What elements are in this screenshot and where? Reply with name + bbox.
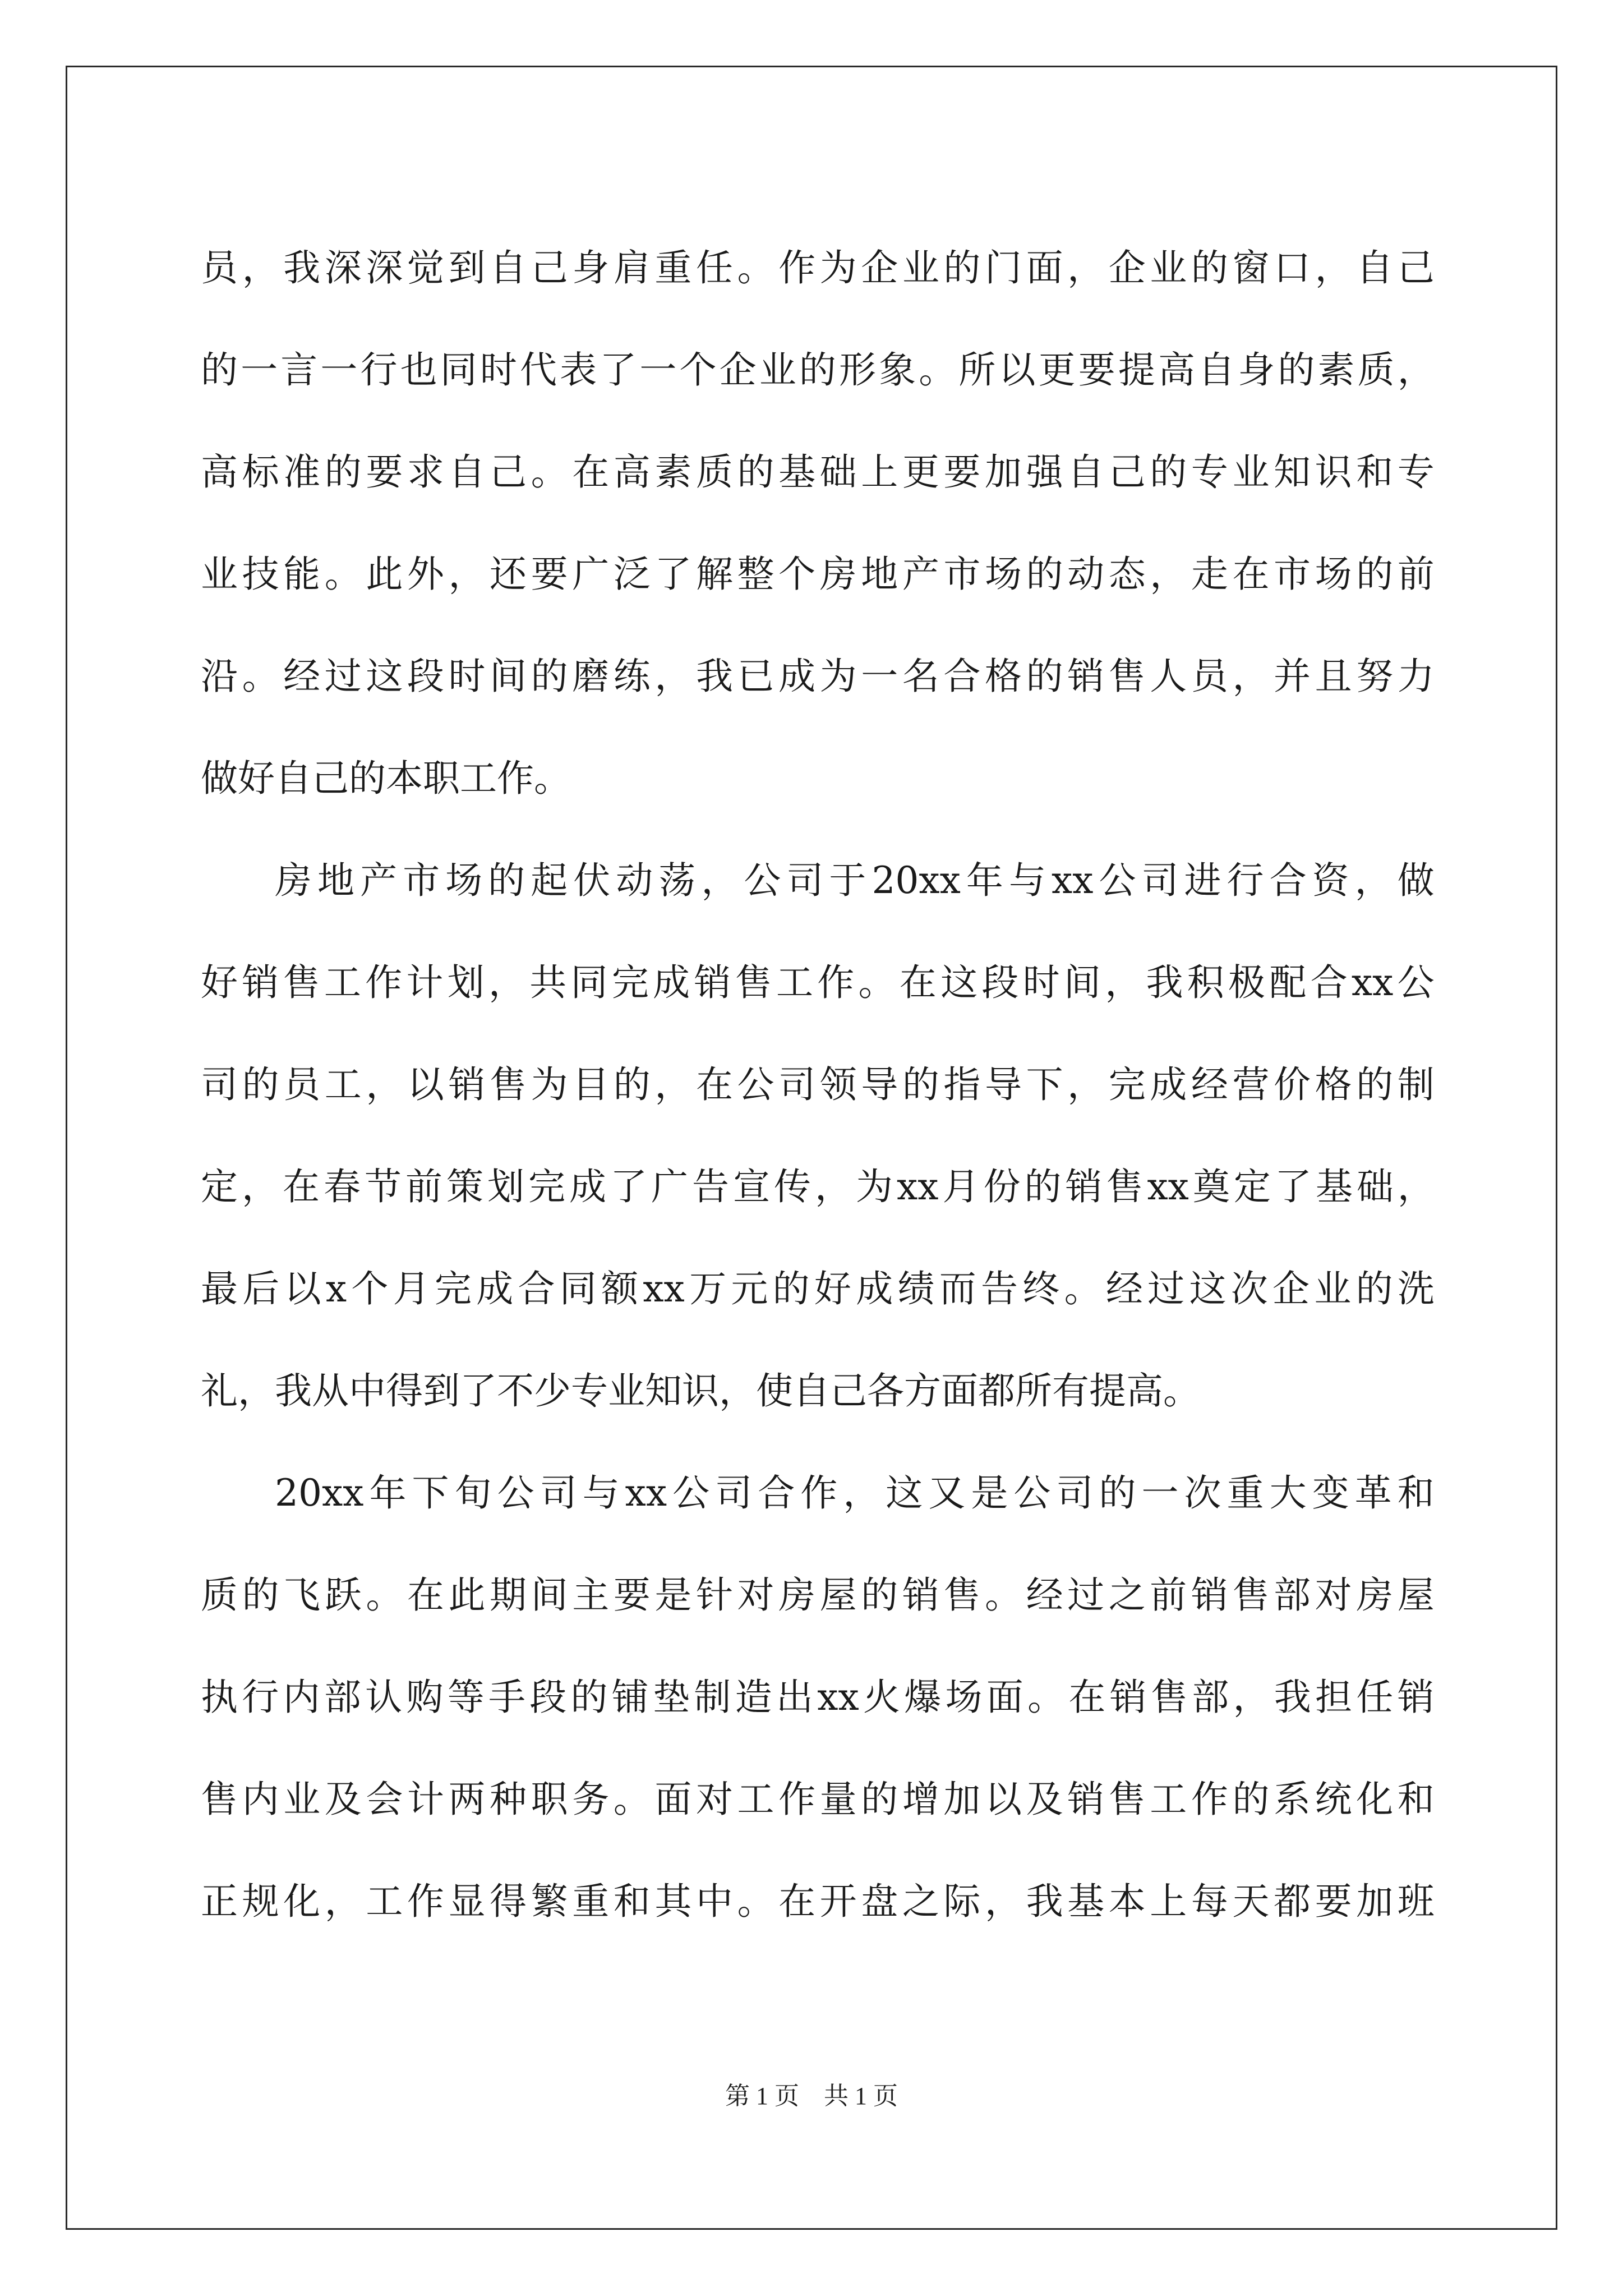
text-line: 执 行 内 部 认 购 等 手 段 的 铺 垫 制 造 出 xx 火 爆 场 面 。 在 销 售 部 ， 我 担 任 销 [201,1676,1435,1719]
text-line: 沿 。 经 过 这 段 时 间 的 磨 练 ， 我 已 成 为 一 名 合 格 的 销 售 人 员 ， 并 且 努 力 [201,655,1435,698]
page-number-footer [0,2076,1623,2111]
document-body [201,217,1435,1953]
text-line: 业 技 能 。 此 外 ， 还 要 广 泛 了 解 整 个 房 地 产 市 场 的 动 态 ， 走 在 市 场 的 前 [201,553,1435,596]
text-line: 质 的 飞 跃 。 在 此 期 间 主 要 是 针 对 房 屋 的 销 售 。 经 过 之 前 销 售 部 对 房 屋 [201,1573,1435,1617]
page-number-text: 第 1 页 共 1 页 [725,2082,898,2110]
text-line: 做好自己的本职工作。 [201,757,571,800]
text-line: 礼，我从中得到了不少专业知识，使自己各方面都所有提高。 [201,1369,1200,1412]
text-line: 最 后 以 x 个 月 完 成 合 同 额 xx 万 元 的 好 成 绩 而 告 终 。 经 过 这 次 企 业 的 洗 [201,1267,1435,1310]
text-line: 定 ， 在 春 节 前 策 划 完 成 了 广 告 宣 传 ， 为 xx 月 份 的 销 售 xx 奠 定 了 基 础 ， [201,1165,1435,1208]
text-line: 正 规 化 ， 工 作 显 得 繁 重 和 其 中 。 在 开 盘 之 际 ， 我 基 本 上 每 天 都 要 加 班 [201,1880,1435,1923]
text-line: 售 内 业 及 会 计 两 种 职 务 。 面 对 工 作 量 的 增 加 以 及 销 售 工 作 的 系 统 化 和 [201,1778,1435,1821]
text-line: 员 ， 我 深 深 觉 到 自 己 身 肩 重 任 。 作 为 企 业 的 门 面 ， 企 业 的 窗 口 ， 自 己 [201,246,1435,289]
paragraph-first-line: 20xx 年 下 旬 公 司 与 xx 公 司 合 作 ， 这 又 是 公 司 的 一 次 重 大 变 革 和 [275,1471,1435,1515]
text-line: 司 的 员 工 ， 以 销 售 为 目 的 ， 在 公 司 领 导 的 指 导 下 ， 完 成 经 营 价 格 的 制 [201,1063,1435,1106]
text-line: 好 销 售 工 作 计 划 ， 共 同 完 成 销 售 工 作 。 在 这 段 时 间 ， 我 积 极 配 合 xx 公 [201,961,1435,1004]
text-line: 高 标 准 的 要 求 自 己 。 在 高 素 质 的 基 础 上 更 要 加 强 自 己 的 专 业 知 识 和 专 [201,450,1435,494]
paragraph-first-line: 房 地 产 市 场 的 起 伏 动 荡 ， 公 司 于 20xx 年 与 xx 公 司 进 行 合 资 ， 做 [275,859,1435,902]
text-line: 的 一 言 一 行 也 同 时 代 表 了 一 个 企 业 的 形 象 。 所 以 更 要 提 高 自 身 的 素 质 ， [201,348,1435,392]
